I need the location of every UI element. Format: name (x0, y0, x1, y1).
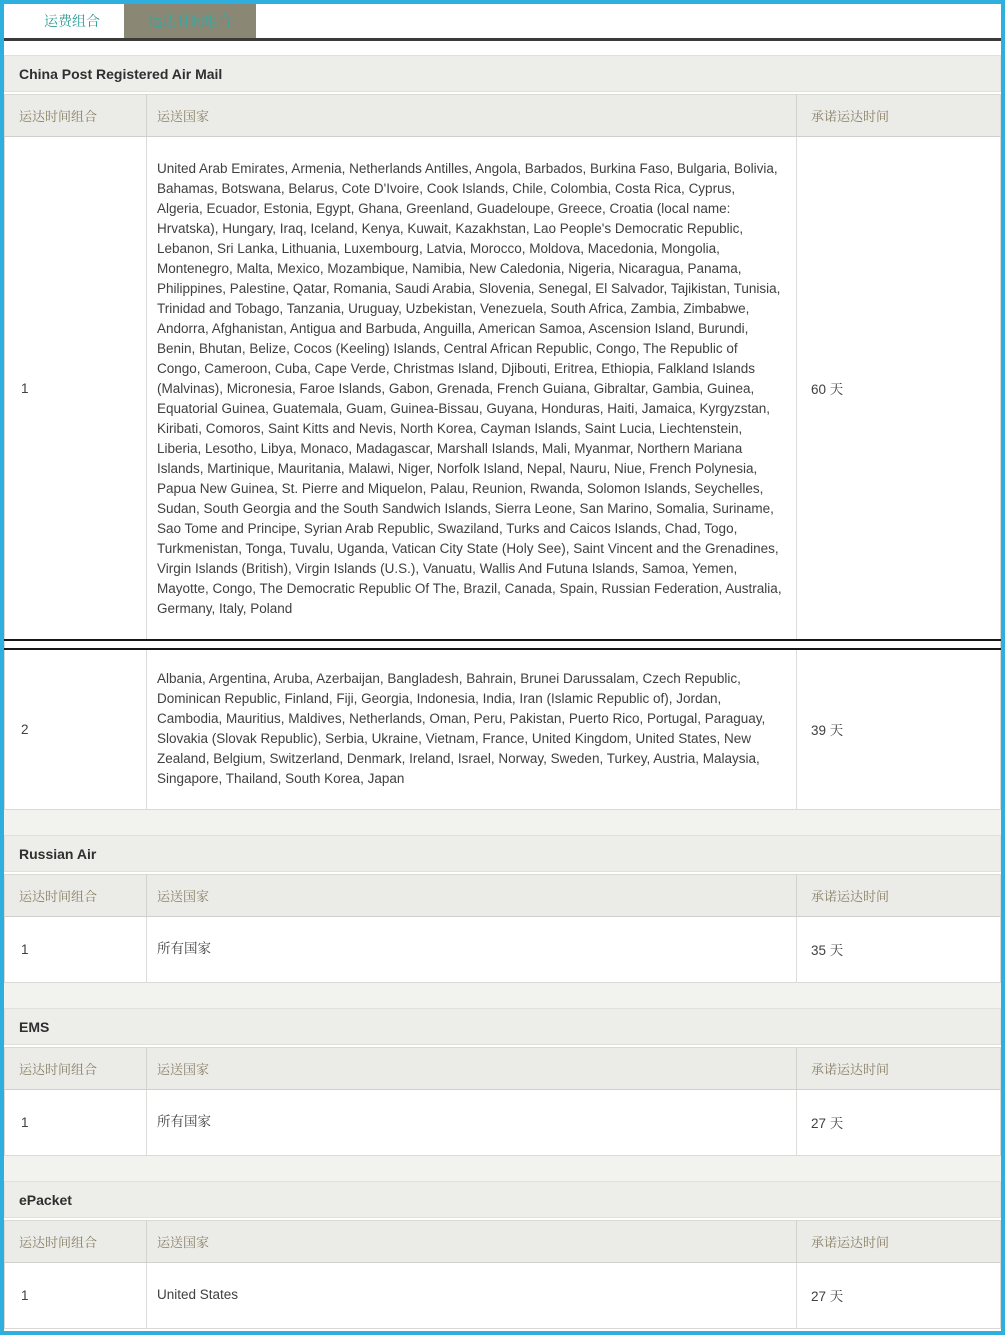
col-header-promise: 承诺运达时间 (797, 874, 1001, 916)
col-header-promise: 承诺运达时间 (797, 95, 1001, 137)
section-title: Russian Air (4, 835, 1001, 872)
tab-bar (4, 4, 1001, 41)
section-gap (4, 810, 1001, 835)
time-cell: 27 天 (797, 1262, 1001, 1328)
time-cell: 39 天 (797, 649, 1001, 809)
section-gap (4, 1156, 1001, 1181)
time-cell: 60 天 (797, 137, 1001, 641)
section-china-post (4, 55, 1001, 810)
section-title: ePacket (4, 1181, 1001, 1218)
table-row (5, 649, 1001, 809)
section-title: China Post Registered Air Mail (4, 55, 1001, 92)
combo-cell: 1 (5, 137, 147, 641)
col-header-countries: 运送国家 (147, 1220, 797, 1262)
col-header-countries: 运送国家 (147, 1047, 797, 1089)
section-ems (4, 1008, 1001, 1156)
table-header-row (5, 1047, 1001, 1089)
col-header-countries: 运送国家 (147, 95, 797, 137)
delivery-time-table (4, 94, 1001, 810)
section-epacket (4, 1181, 1001, 1329)
col-header-combo: 运达时间组合 (5, 874, 147, 916)
countries-cell: Albania, Argentina, Aruba, Azerbaijan, Bangladesh, Bahrain, Brunei Darussalam, Czech Republic, Dominican Republic, Finland, Fiji, Georgia, Indonesia, India, Iran (Islamic Republic of), Jordan, Cambodia, Mauritius, Maldives, Netherlands, Oman, Peru, Pakistan, Puerto Rico, Portugal, Paraguay, Slovakia (Slovak Republic), Serbia, Ukraine, Vietnam, France, United Kingdom, United States, New Zealand, Belgium, Switzerland, Denmark, Ireland, Israel, Norway, Sweden, Turkey, Austria, Malaysia, Singapore, Thailand, South Korea, Japan (147, 649, 797, 809)
table-row (5, 1089, 1001, 1155)
spacer (4, 41, 1001, 55)
tab-delivery-time-combo[interactable]: 运达时间组合 (124, 4, 256, 38)
countries-cell: United Arab Emirates, Armenia, Netherlands Antilles, Angola, Barbados, Burkina Faso, Bulgaria, Bolivia, Bahamas, Botswana, Belarus, Cote D'Ivoire, Cook Islands, Chile, Colombia, Costa Rica, Cyprus, Algeria, Ecuador, Estonia, Egypt, Ghana, Greenland, Guadeloupe, Greece, Croatia (local name: Hrvatska), Hungary, Iraq, Iceland, Kenya, Kuwait, Kazakhstan, Lao People's Democratic Republic, Lebanon, Sri Lanka, Lithuania, Luxembourg, Latvia, Morocco, Moldova, Macedonia, Mongolia, Montenegro, Malta, Mexico, Mozambique, Namibia, New Caledonia, Nigeria, Nicaragua, Panama, Philippines, Palestine, Qatar, Romania, Saudi Arabia, Slovenia, Senegal, El Salvador, Tajikistan, Tunisia, Trinidad and Tobago, Tanzania, Uruguay, Uzbekistan, Venezuela, South Africa, Zambia, Zimbabwe, Andorra, Afghanistan, Antigua and Barbuda, Anguilla, American Samoa, Ascension Island, Burundi, Benin, Bhutan, Belize, Cocos (Keeling) Islands, Central African Republic, Congo, The Republic of Congo, Cameroon, Cuba, Cape Verde, Christmas Island, Djibouti, Eritrea, Ethiopia, Falkland Islands (Malvinas), Micronesia, Faroe Islands, Gabon, Grenada, French Guiana, Gibraltar, Gambia, Guinea, Equatorial Guinea, Guatemala, Guam, Guinea-Bissau, Guyana, Honduras, Haiti, Jamaica, Kyrgyzstan, Kiribati, Comoros, Saint Kitts and Nevis, North Korea, Cayman Islands, Saint Lucia, Liechtenstein, Liberia, Lesotho, Libya, Monaco, Madagascar, Marshall Islands, Mali, Myanmar, Northern Mariana Islands, Martinique, Mauritania, Malawi, Niger, Norfolk Island, Nepal, Nauru, Niue, French Polynesia, Papua New Guinea, St. Pierre and Miquelon, Palau, Reunion, Rwanda, Solomon Islands, Seychelles, Sudan, South Georgia and the South Sandwich Islands, Sierra Leone, San Marino, Somalia, Suriname, Sao Tome and Principe, Syrian Arab Republic, Swaziland, Turks and Caicos Islands, Chad, Togo, Turkmenistan, Tonga, Tuvalu, Uganda, Vatican City State (Holy See), Saint Vincent and the Grenadines, Virgin Islands (British), Virgin Islands (U.S.), Vanuatu, Wallis And Futuna Islands, Samoa, Yemen, Mayotte, Congo, The Democratic Republic Of The, Brazil, Canada, Spain, Russian Federation, Australia, Germany, Italy, Poland (147, 137, 797, 641)
delivery-time-table (4, 1220, 1001, 1329)
col-header-promise: 承诺运达时间 (797, 1220, 1001, 1262)
delivery-time-table (4, 1047, 1001, 1156)
section-russian-air (4, 835, 1001, 983)
col-header-combo: 运达时间组合 (5, 1047, 147, 1089)
time-cell: 35 天 (797, 916, 1001, 982)
col-header-combo: 运达时间组合 (5, 1220, 147, 1262)
countries-cell: 所有国家 (147, 916, 797, 982)
table-row (5, 1262, 1001, 1328)
combo-cell: 1 (5, 1262, 147, 1328)
col-header-countries: 运送国家 (147, 874, 797, 916)
col-header-promise: 承诺运达时间 (797, 1047, 1001, 1089)
table-header-row (5, 874, 1001, 916)
table-row (5, 137, 1001, 641)
combo-cell: 2 (5, 649, 147, 809)
delivery-time-table (4, 874, 1001, 983)
col-header-combo: 运达时间组合 (5, 95, 147, 137)
countries-cell: United States (147, 1262, 797, 1328)
table-row (5, 916, 1001, 982)
combo-cell: 1 (5, 916, 147, 982)
section-gap (4, 983, 1001, 1008)
table-header-row (5, 1220, 1001, 1262)
section-title: EMS (4, 1008, 1001, 1045)
table-header-row (5, 95, 1001, 137)
row-divider (5, 640, 1001, 649)
countries-cell: 所有国家 (147, 1089, 797, 1155)
time-cell: 27 天 (797, 1089, 1001, 1155)
tab-shipping-fee-combo[interactable]: 运费组合 (44, 13, 100, 29)
combo-cell: 1 (5, 1089, 147, 1155)
